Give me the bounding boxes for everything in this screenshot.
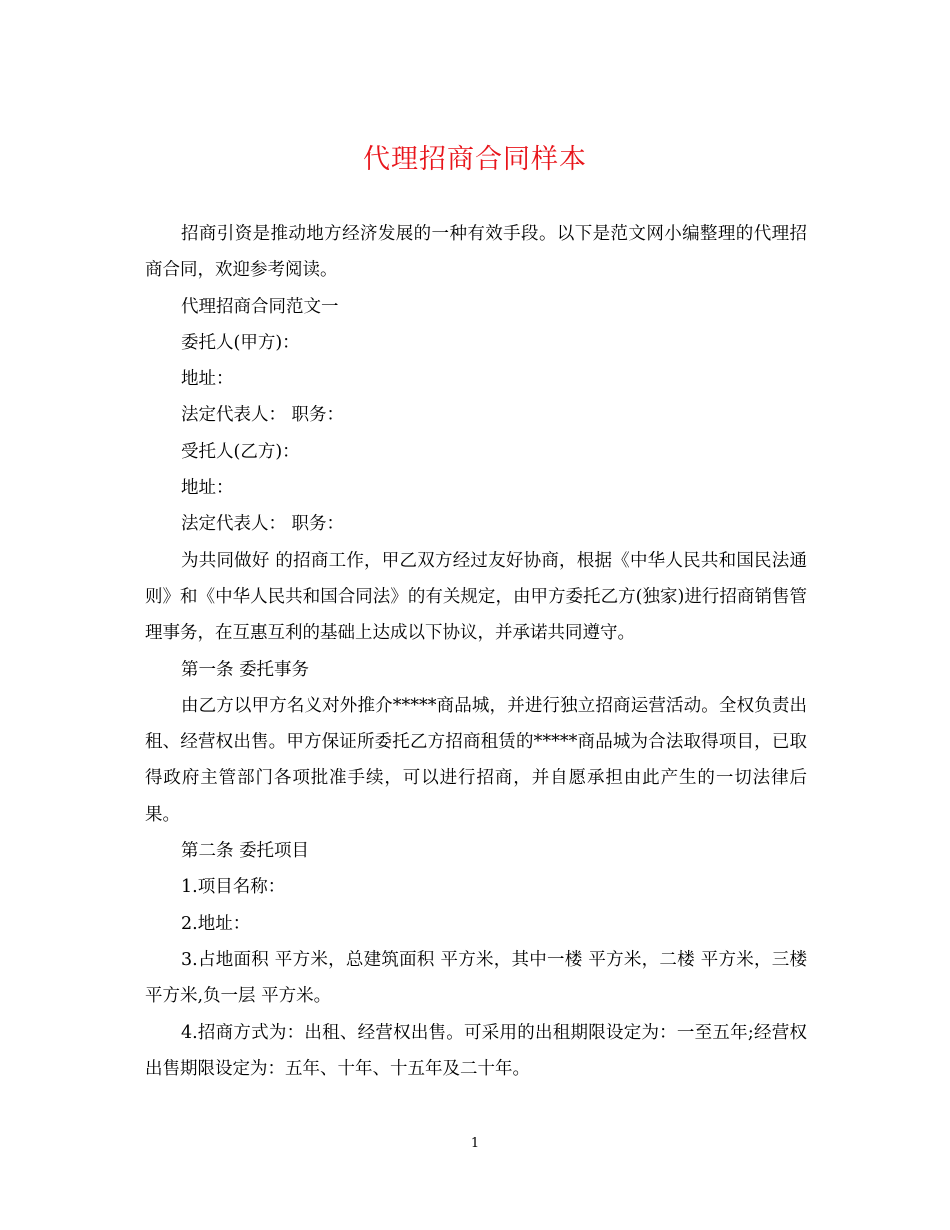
party-b-address: 地址：: [181, 478, 234, 499]
article-1-body: 由乙方以甲方名义对外推介*****商品城，并进行独立招商运营活动。全权负责出租、经营权出售。甲方保证所委托乙方招商租赁的*****商品城为合法取得项目，已取得政府主管部门各项批准手续，可以进行招商，并自愿承担由此产生的一切法律后果。: [145, 695, 807, 825]
page-number: 1: [470, 1136, 480, 1151]
intro-paragraph: 招商引资是推动地方经济发展的一种有效手段。以下是范文网小编整理的代理招商合同，欢迎参考阅读。: [145, 224, 807, 281]
document-body: [145, 216, 807, 1087]
item-address: 2.地址：: [181, 913, 251, 934]
party-a-representative: 法定代表人： 职务：: [181, 405, 345, 426]
sample-heading: 代理招商合同范文一: [181, 296, 339, 317]
party-a-line: 委托人(甲方)：: [181, 332, 300, 353]
party-b-representative: 法定代表人： 职务：: [181, 514, 345, 535]
article-2-heading: 第二条 委托项目: [181, 841, 310, 862]
article-1-heading: 第一条 委托事务: [181, 659, 310, 680]
preamble-paragraph: 为共同做好 的招商工作，甲乙双方经过友好协商，根据《中华人民共和国民法通则》和《中华人民共和国合同法》的有关规定，由甲方委托乙方(独家)进行招商销售管理事务，在互惠互利的基础上达成以下协议，并承诺共同遵守。: [145, 550, 807, 644]
party-b-line: 受托人(乙方)：: [181, 441, 300, 462]
item-project-name: 1.项目名称：: [181, 877, 286, 898]
party-a-address: 地址：: [181, 369, 234, 390]
item-leasing-method: 4.招商方式为：出租、经营权出售。可采用的出租期限设定为：一至五年;经营权出售期限设定为：五年、十年、十五年及二十年。: [145, 1022, 807, 1079]
document-title: 代理招商合同样本: [363, 144, 587, 175]
item-area: 3.占地面积 平方米，总建筑面积 平方米，其中一楼 平方米，二楼 平方米，三楼 平方米,负一层 平方米。: [145, 949, 807, 1007]
